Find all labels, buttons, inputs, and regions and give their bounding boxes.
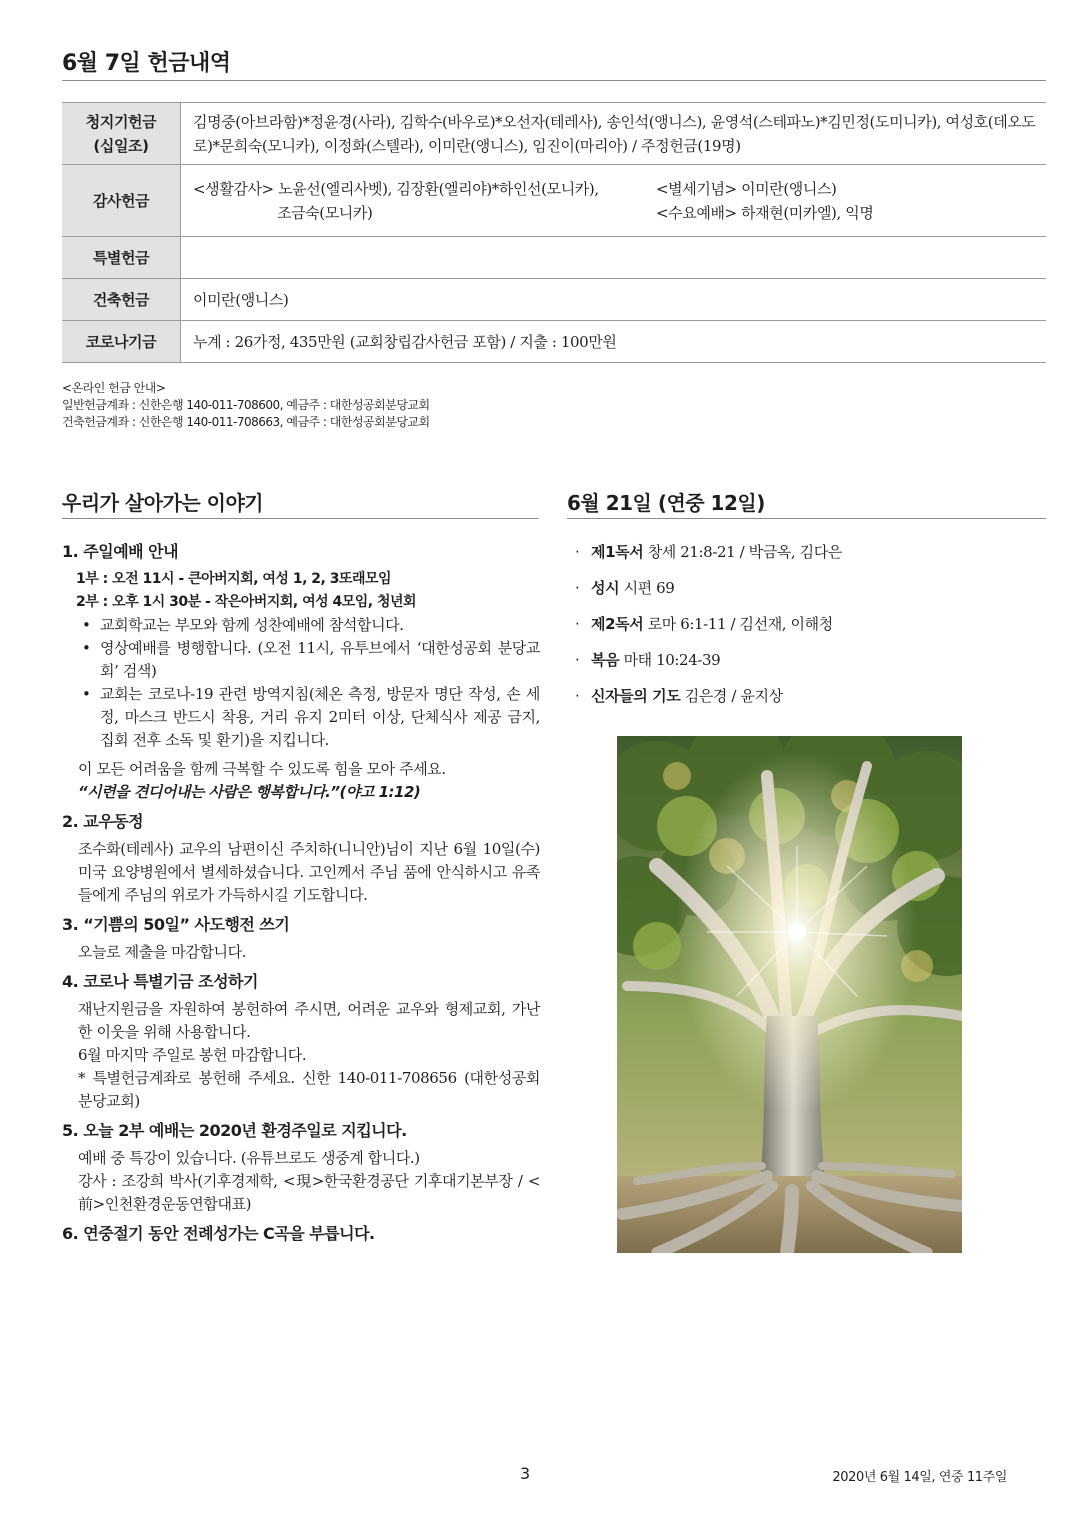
thanks-line: 조금숙(모니카) [277,203,373,222]
story-heading: 1. 주일예배 안내 [62,542,179,561]
worship-closing: 이 모든 어려움을 함께 극복할 수 있도록 힘을 모아 주세요. [78,760,446,778]
offering-row-tithe [62,103,1046,165]
readings-list [575,540,1045,720]
reading-label: 성시 [591,579,620,597]
thanks-line: <별세기념> 이미란(앵니스) [656,179,837,198]
fund-text: 재난지원금을 자원하여 봉헌하여 주시면, 어려운 교우와 형제교회, 가난한 이웃을 위해 사용합니다. [78,1000,540,1041]
story-heading: 4. 코로나 특별기금 조성하기 [62,972,258,991]
offering-names: 김명중(아브라함)*정윤경(사라), 김학수(바우로)*오선자(테레사), 송인석(앵니스), 윤영석(스테파노)*김민정(도미니카), 여성호(데오도로)*문희숙(모니카), 이정화(스텔라), 이미란(앵니스), 임진이(마리아) / 주정헌금(19명) [181,103,1047,165]
acts-text: 오늘로 제출을 마감합니다. [78,943,247,961]
env-text: 강사 : 조강희 박사(기후경제학, <現>한국환경공단 기후대기본부장 / <前>인천환경운동연합대표) [78,1172,540,1213]
story-item-worship [62,540,540,804]
reading-label: 복음 [591,651,620,669]
story-heading: 3. “기쁨의 50일” 사도행전 쓰기 [62,915,290,934]
offering-names [181,237,1047,279]
online-offering-info [62,380,430,431]
story-heading: 5. 오늘 2부 예배는 2020년 환경주일로 지킵니다. [62,1121,407,1140]
offering-category: 청지기헌금 (십일조) [62,103,181,165]
env-text: 예배 중 특강이 있습니다. (유튜브로도 생중계 합니다.) [78,1149,420,1167]
online-title: <온라인 헌금 안내> [62,381,166,395]
scripture-quote: “시련을 견디어내는 사람은 행복합니다.”(야고 1:12) [78,783,421,801]
reading-label: 제1독서 [591,543,644,561]
reading-item: · 제1독서 창세 21:8-21 / 박금옥, 김다은 [575,543,842,561]
reading-value: 김은경 / 윤지상 [684,687,783,705]
worship-second: 2부 : 오후 1시 30분 - 작은아버지회, 여성 4모임, 청년회 [76,594,417,610]
reading-item: · 복음 마태 10:24-39 [575,651,721,669]
worship-bullet: • 교회는 코로나-19 관련 방역지침(체온 측정, 방문자 명단 작성, 손 세정, 마스크 반드시 착용, 거리 유지 2미터 이상, 단체식사 제공 금지, 집회 전후 소독 및 환기)을 지킵니다. [82,683,540,752]
story-item-fund [62,970,540,1113]
story-heading: 6. 연중절기 동안 전례성가는 C곡을 부릅니다. [62,1224,375,1243]
reading-item: · 성시 시편 69 [575,579,675,597]
online-building-account: 건축헌금계좌 : 신한은행 140-011-708663, 예금주 : 대한성공회분당교회 [62,415,430,429]
offering-title: 6월 7일 헌금내역 [62,51,231,76]
story-item-environment [62,1119,540,1216]
story-title: 우리가 살아가는 이야기 [62,491,264,515]
story-title-rule [62,518,539,519]
tree-photo [617,736,962,1253]
worship-bullets [62,614,540,752]
story-item-acts [62,913,540,964]
offering-names: 누계 : 26가정, 435만원 (교회창립감사헌금 포함) / 지출 : 100만원 [181,321,1047,363]
worship-first: 1부 : 오전 11시 - 큰아버지회, 여성 1, 2, 3또래모임 [76,571,392,587]
reading-item: · 제2독서 로마 6:1-11 / 김선재, 이해청 [575,615,833,633]
offering-row-thanks [62,165,1046,237]
offering-row-building [62,279,1046,321]
worship-bullet: • 영상예배를 병행합니다. (오전 11시, 유투브에서 ‘대한성공회 분당교회’ 검색) [82,637,540,683]
reading-value: 시편 69 [623,579,675,597]
offering-names [181,165,1047,237]
online-general-account: 일반헌금계좌 : 신한은행 140-011-708600, 예금주 : 대한성공회분당교회 [62,398,430,412]
offering-names: 이미란(앵니스) [181,279,1047,321]
offering-row-corona [62,321,1046,363]
reading-value: 마태 10:24-39 [623,651,721,669]
offering-category: 건축헌금 [62,279,181,321]
offering-category: 특별헌금 [62,237,181,279]
fund-text: 6월 마지막 주일로 봉헌 마감합니다. [78,1046,307,1064]
story-item-news [62,810,540,907]
offering-table [62,102,1046,363]
reading-item: · 신자들의 기도 김은경 / 윤지상 [575,687,783,705]
footer-date: 2020년 6월 14일, 연중 11주일 [832,1470,1007,1485]
thanks-line: <생활감사> 노윤선(엘리사벳), 김장환(엘리야)*하인선(모니카), [193,179,599,198]
reading-label: 제2독서 [591,615,644,633]
reading-value: 로마 6:1-11 / 김선재, 이해청 [647,615,833,633]
readings-title: 6월 21일 (연중 12일) [567,491,765,515]
worship-bullet: • 교회학교는 부모와 함께 성찬예배에 참석합니다. [82,614,540,637]
news-text: 조수화(테레사) 교우의 남편이신 주치하(니니안)님이 지난 6월 10일(수) 미국 요양병원에서 별세하셨습니다. 고인께서 주님 품에 안식하시고 유족들에게 주님의 위로가 가득하시길 기도합니다. [78,840,540,904]
reading-label: 신자들의 기도 [591,687,681,705]
fund-text: * 특별헌금계좌로 봉헌해 주세요. 신한 140-011-708656 (대한성공회 분당교회) [78,1069,540,1110]
story-heading: 2. 교우동정 [62,812,144,831]
reading-value: 창세 21:8-21 / 박금옥, 김다은 [647,543,842,561]
offering-category: 감사헌금 [62,165,181,237]
offering-category: 코로나기금 [62,321,181,363]
thanks-line: <수요예배> 하재현(미카엘), 익명 [656,203,874,222]
offering-row-special [62,237,1046,279]
offering-title-rule [62,80,1046,81]
story-item-chant [62,1222,540,1246]
readings-title-rule [567,518,1046,519]
page-number: 3 [520,1464,531,1483]
story-column [62,540,540,1252]
